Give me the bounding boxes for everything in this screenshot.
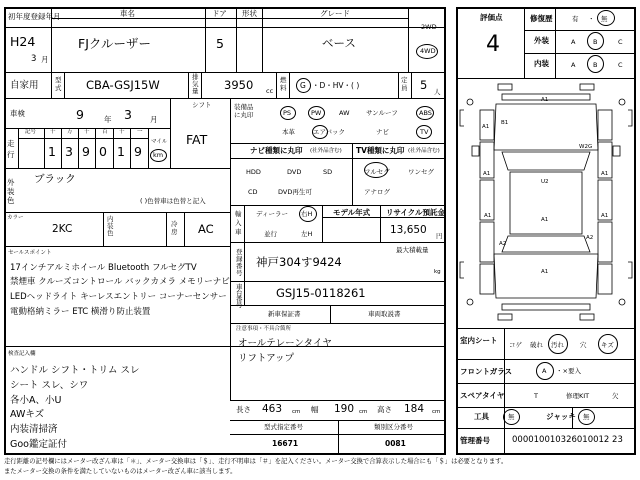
first-reg-era: H24 [10,34,36,49]
recycle-unit: 円 [436,232,443,240]
navi-cd: CD [248,188,258,196]
inspector-line-1: ハンドル シフト・トリム スレ [10,365,140,376]
width-unit: cm [359,409,368,415]
inspector-line-2: シート スレ、シワ [10,380,89,391]
mark-a2-left: A2 [499,241,507,247]
interior-seat-label: 室内シート [460,336,498,345]
length-label: 長さ [236,405,251,414]
model-value: CBA-GSJ15W [86,78,160,92]
color-code-value: 2KC [52,223,73,235]
sales-line-3: LEDヘッドライト キーレスエントリー コーナーセンサー [10,292,227,302]
car-name-value: FJクルーザー [78,36,152,51]
model-label: 型式 [55,76,62,92]
capacity-value: 5 [420,78,428,92]
reg-number-value: 神戸304す9424 [256,255,342,269]
mileage-label: 走行 [7,139,15,159]
tv-fullseg: フルセグ [364,168,390,176]
seat-yogore: 汚れ [551,341,564,349]
score-label: 評価点 [480,13,503,22]
reg-number-label: 登録番号 [236,248,243,277]
history-no: 無 [601,15,608,23]
equip-abs: ABS [419,109,432,117]
equip-sunroof: サンルーフ [366,109,398,117]
type-designation-label: 型式指定番号 [264,423,303,431]
km-label: km [153,151,164,159]
mark-a1-top: A1 [541,97,549,103]
exterior-note: ( )色替車は色替と記入 [140,197,206,205]
mileage-digit-4: 0 [99,144,107,159]
car-name-label: 車名 [120,9,135,18]
equip-pw: PW [311,109,322,117]
import-parallel: 並行 [264,230,277,238]
displacement-label: 排気量 [192,73,199,95]
inspector-line-3: 各小A、小U [10,395,62,406]
first-reg-month: 3 [31,54,37,64]
ac-value: AC [198,222,214,236]
mileage-header-100k: 十 [50,129,56,135]
tv-sub: (社外品含む) [408,148,440,154]
recycle-value: 13,650 [390,224,427,236]
exterior-value: ブラック [34,173,76,185]
mileage-header-100: 百 [102,129,108,135]
mile-label: マイル [151,139,168,145]
first-reg-label: 初年度登録年月 [8,12,61,21]
navi-sub: (社外品含む) [310,148,342,154]
category-value: 0081 [385,439,406,448]
shape-label: 形状 [242,9,257,18]
mark-b1: B1 [501,120,509,126]
recycle-label: リサイクル預託金 [386,208,445,217]
equip-ps: PS [283,109,292,117]
capacity-unit: 人 [434,88,441,96]
footer-line-2: またメーター交換の条件を満たしていないものはメーター改ざん車に該当します。 [4,468,237,475]
tv-title: TV種類に丸印 [356,146,405,155]
mileage-digit-2: 3 [65,144,73,159]
equip-leather: 本革 [282,128,295,136]
sales-points-label: セールスポイント [8,250,52,256]
height-label: 高さ [377,405,392,414]
fuel-label: 燃料 [280,76,287,92]
category-label: 類別区分番号 [374,423,413,431]
mileage-header-1: 一 [137,129,143,135]
exterior-label: 外装色 [7,178,15,205]
tv-oneseg: ワンセグ [408,168,434,176]
notes-label: 注意事項・不具合箇所 [236,326,292,332]
displacement-value: 3950 [224,78,254,92]
drive-2wd: 2WD [421,23,437,31]
length-value: 463 [262,403,283,415]
shift-label: シフト [192,101,212,109]
mileage-header-10: 十 [119,129,125,135]
use-value: 自家用 [10,80,39,91]
mark-a1-right1: A1 [601,171,609,177]
mileage-header-10k: 万 [67,129,73,135]
fuel-rest: ・D・HV・( ) [312,81,360,90]
mileage-digit-5: 1 [117,144,125,159]
type-designation-value: 16671 [272,439,299,448]
new-car-warranty-label: 新車保証書 [268,310,301,318]
capacity-label: 定員 [401,76,408,92]
mark-a1-left2: A1 [483,171,491,177]
import-dealer: ディーラー [256,210,288,218]
exterior-grade-c: C [618,38,623,46]
equip-tv: TV [420,128,429,136]
control-no-label: 管理番号 [460,436,490,445]
ac-label: 冷房 [171,220,178,236]
jack-value: 無 [583,413,590,421]
max-load-unit: kg [434,269,441,275]
door-label: ドア [212,9,227,18]
spare-tire-label: スペアタイヤ [460,391,505,400]
inspection-year-unit: 年 [104,115,112,124]
max-load-label: 最大積載量 [396,246,429,254]
mark-a1-left3: A1 [484,213,492,219]
mark-u2: U2 [541,179,549,185]
navi-sd: SD [323,168,333,176]
interior-grade-c: C [618,61,623,69]
mileage-digit-1: 1 [48,144,56,159]
front-glass-rest: ・×要入 [556,367,581,375]
height-value: 184 [404,403,425,415]
history-sep: ・ [588,15,595,23]
exterior-grade-label: 外装 [534,36,549,45]
grade-value: ベース [322,36,356,50]
length-unit: cm [292,409,301,415]
exterior-grade-b: B [593,38,598,46]
sales-line-4: 電動格納ミラー ETC 横滑り防止装置 [10,307,151,317]
inspection-month-unit: 月 [150,115,158,124]
doors-value: 5 [216,36,224,51]
spare-tire-t: T [534,392,538,400]
width-value: 190 [334,403,355,415]
mileage-header-1k: 千 [84,129,90,135]
fuel-g: G [300,81,306,90]
navi-hdd: HDD [246,168,261,176]
seat-ana: 穴 [580,341,587,349]
seat-kizu: キズ [601,341,614,349]
inspector-line-6: Goo鑑定証付 [10,439,67,450]
interior-grade-a: A [571,61,576,69]
history-yes: 有 [572,15,579,23]
seat-yabure: 破れ [530,341,543,349]
inspector-line-5: 内装清掃済 [10,424,58,435]
cc-unit: cc [266,87,274,95]
color-code-label: カラー [7,215,24,221]
chassis-label: 車台番号 [236,283,243,309]
import-left: 左H [301,230,313,238]
inspection-year: 9 [76,107,84,122]
first-reg-month-unit: 月 [41,55,49,64]
inspection-month: 3 [124,107,132,122]
equipment-title: 装備品に丸印 [234,103,254,119]
manual-label: 車両取説書 [368,310,401,318]
notes-line-2: リフトアップ [238,353,295,364]
equip-aw: AW [339,109,350,117]
interior-grade-label: 内装 [534,59,549,68]
shift-value: FAT [186,132,208,147]
interior-grade-b: B [593,61,598,69]
mark-a1-rear: A1 [541,269,549,275]
sales-line-2: 禁煙車 クルーズコントロール バックカメラ メモリーナビ [10,277,230,287]
inspector-line-4: AWキズ [10,409,45,420]
mark-a2-right: A2 [586,235,594,241]
seat-koge: コゲ [509,341,522,349]
drive-4wd: 4WD [420,47,436,55]
tools-value: 無 [508,413,515,421]
mark-a1-right2: A1 [601,213,609,219]
mileage-digit-6: 9 [134,144,142,159]
footer-line-1: 走行距離の記号欄にはメーター改ざん車は「＊」、メーター交換車は「＄」、走行不明車は「＃」を記入ください。メーター交換で合算表示した場合にも「＄」は必要となります。 [4,458,508,465]
control-no-value: 000010010326010012 23 [512,435,623,445]
tv-analog: アナログ [364,188,390,196]
mark-a1-left1: A1 [482,124,490,130]
navi-dvd: DVD [287,168,302,176]
model-year-label: モデル年式 [333,208,371,217]
mark-a1-bottom: A1 [541,217,549,223]
height-unit: cm [432,409,441,415]
inspector-label: 検査記入欄 [8,351,36,357]
car-damage-diagram [458,80,634,324]
width-label: 幅 [311,405,319,414]
history-label: 修復歴 [530,14,553,23]
inspection-label: 車検 [10,109,25,118]
score-value: 4 [486,32,500,57]
equip-navi: ナビ [376,128,389,136]
front-glass-label: フロントガラス [460,367,513,376]
mileage-header-sign: 記号 [25,129,37,135]
mileage-digit-3: 9 [82,144,90,159]
equip-airbag: エアバック [313,128,345,136]
spare-tire-kit: 修理KIT [566,392,590,400]
navi-title: ナビ種類に丸印 [250,146,303,155]
exterior-grade-a: A [571,38,576,46]
import-label: 輸入車 [235,210,242,236]
grade-label: グレード [320,9,350,18]
jack-label: ジャッキ [546,412,576,421]
chassis-value: GSJ15-0118261 [276,286,366,300]
notes-line-1: オールテレーンタイヤ [238,338,332,349]
import-right: 右H [301,210,313,218]
sales-line-1: 17インチアルミホイール Bluetooth フルセグTV [10,263,197,273]
tools-label: 工具 [474,412,489,421]
spare-tire-none: 欠 [612,392,619,400]
interior-color-label: 内装色 [107,215,114,237]
navi-dvd-play: DVD再生可 [278,188,312,196]
mark-w2g: W2G [579,144,593,150]
front-glass-a: A [542,367,547,375]
